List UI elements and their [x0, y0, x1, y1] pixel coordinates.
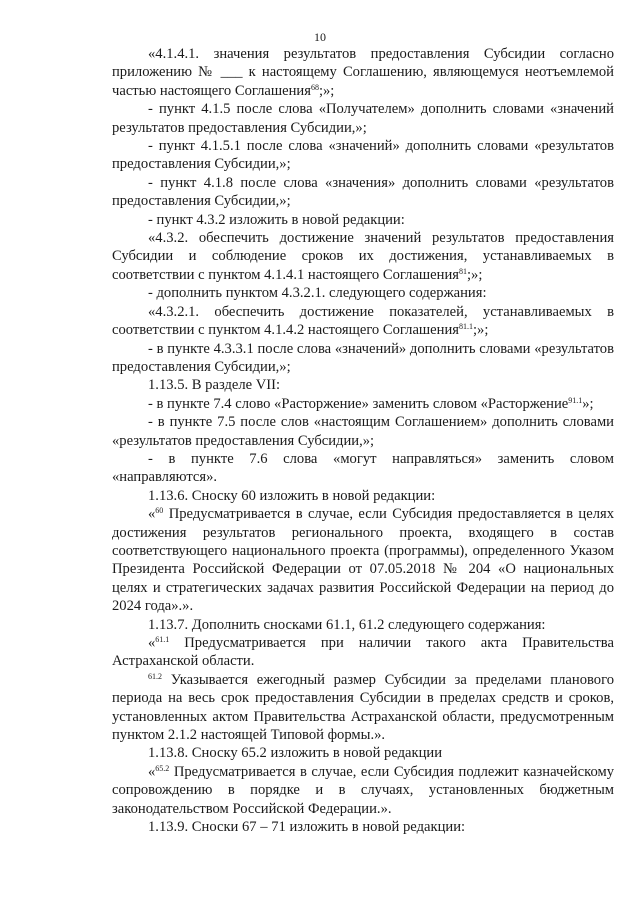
text-run: ;»; — [466, 266, 483, 283]
paragraph — [112, 450, 614, 487]
text-run: - дополнить пунктом 4.3.2.1. следующего содержания: — [148, 285, 487, 302]
paragraph — [112, 395, 614, 413]
text-run: « — [148, 506, 156, 523]
footnote-ref: 81.1 — [458, 322, 473, 332]
text-run: « — [148, 763, 156, 780]
document-body — [112, 45, 614, 836]
paragraph — [112, 505, 614, 615]
text-run: «4.1.4.1. значения результатов предоставления Субсидии согласно приложению № ___ к настоящему Соглашению, являющемуся неотъемлемой частью настоящего Соглашения — [112, 46, 614, 99]
text-run: - пункт 4.1.5 после слова «Получателем» дополнить словами «значений результатов предоставления Субсидии,»; — [112, 101, 614, 136]
text-run: - в пункте 7.6 слова «могут направляться» заменить словом «направляются». — [112, 450, 614, 486]
paragraph — [112, 100, 614, 137]
paragraph — [112, 763, 614, 818]
text-run: «4.3.2.1. обеспечить достижение показателей, устанавливаемых в соответствии с пунктом 4.1.4.2 настоящего Соглашения — [112, 303, 614, 339]
paragraph — [112, 303, 614, 340]
footnote-ref: 81 — [458, 266, 467, 276]
text-run: 1.13.8. Сноску 65.2 изложить в новой редакции — [148, 745, 443, 762]
paragraph — [112, 45, 614, 100]
paragraph — [112, 616, 614, 634]
footnote-ref: 60 — [155, 506, 164, 516]
paragraph — [112, 818, 614, 836]
text-run: Предусматривается в случае, если Субсидия подлежит казначейскому сопровождению в порядке и в случаях, установленных бюджетным законодательством Российской Федерации.». — [112, 763, 614, 817]
footnote-ref: 61.2 — [148, 671, 162, 681]
text-run: 1.13.7. Дополнить сносками 61.1, 61.2 следующего содержания: — [148, 616, 546, 633]
text-run: - в пункте 7.5 после слов «настоящим Соглашением» дополнить словами «результатов предоставления Субсидии,»; — [112, 414, 614, 449]
text-run: - в пункте 7.4 слово «Расторжение» заменить словом «Расторжение — [148, 395, 569, 412]
paragraph — [112, 376, 614, 394]
page-number: 10 — [314, 30, 326, 44]
paragraph — [112, 671, 614, 745]
text-run: - пункт 4.1.8 после слова «значения» дополнить словами «результатов предоставления Субсидии,»; — [112, 174, 614, 210]
text-run: 1.13.9. Сноски 67 – 71 изложить в новой редакции: — [148, 819, 466, 836]
text-run: Указывается ежегодный размер Субсидии за пределами планового периода на весь срок предоставления Субсидии в пределах средств и сроков, установленных актом Правительства Астраханской области, предусмотренным пунктом 2.1.2 настоящей Типовой формы.». — [112, 671, 614, 744]
text-run: »; — [582, 395, 594, 412]
text-run: ;»; — [318, 82, 335, 99]
text-run: « — [148, 635, 156, 651]
text-run: 1.13.5. В разделе VII: — [148, 377, 281, 394]
text-run: Предусматривается при наличии такого акта Правительства Астраханской области. — [112, 635, 614, 670]
footnote-ref: 91.1 — [568, 395, 583, 405]
text-run: 1.13.6. Сноску 60 изложить в новой редакции: — [148, 487, 436, 504]
footnote-ref: 61.1 — [155, 635, 170, 644]
paragraph — [112, 229, 614, 284]
paragraph — [112, 744, 614, 762]
text-run: ;»; — [472, 322, 489, 339]
text-run: - в пункте 4.3.3.1 после слова «значений» дополнить словами «результатов предоставления Субсидии,»; — [112, 340, 614, 375]
paragraph — [112, 284, 614, 302]
paragraph — [112, 487, 614, 505]
paragraph — [112, 413, 614, 450]
paragraph — [112, 340, 614, 377]
text-run: - пункт 4.1.5.1 после слова «значений» дополнить словами «результатов предоставления Субсидии,»; — [112, 138, 614, 173]
footnote-ref: 68 — [310, 82, 319, 92]
paragraph — [112, 174, 614, 211]
paragraph — [112, 634, 614, 671]
text-run: «4.3.2. обеспечить достижение значений результатов предоставления Субсидии и соблюдение сроков их достижения, устанавливаемых в соответствии с пунктом 4.1.4.1 настоящего Соглашения — [112, 230, 614, 283]
text-run: - пункт 4.3.2 изложить в новой редакции: — [148, 211, 405, 228]
paragraph — [112, 211, 614, 229]
text-run: Предусматривается в случае, если Субсидия предоставляется в целях достижения результатов регионального проекта, входящего в состав соответствующего национального проекта (программы), определенного Указом Президента Российской Федерации от 07.05.2018 № 204 «О национальных целях и стратегических задачах развития Российской Федерации на период до 2024 года».». — [112, 506, 614, 615]
footnote-ref: 65.2 — [155, 763, 170, 773]
paragraph — [112, 137, 614, 174]
